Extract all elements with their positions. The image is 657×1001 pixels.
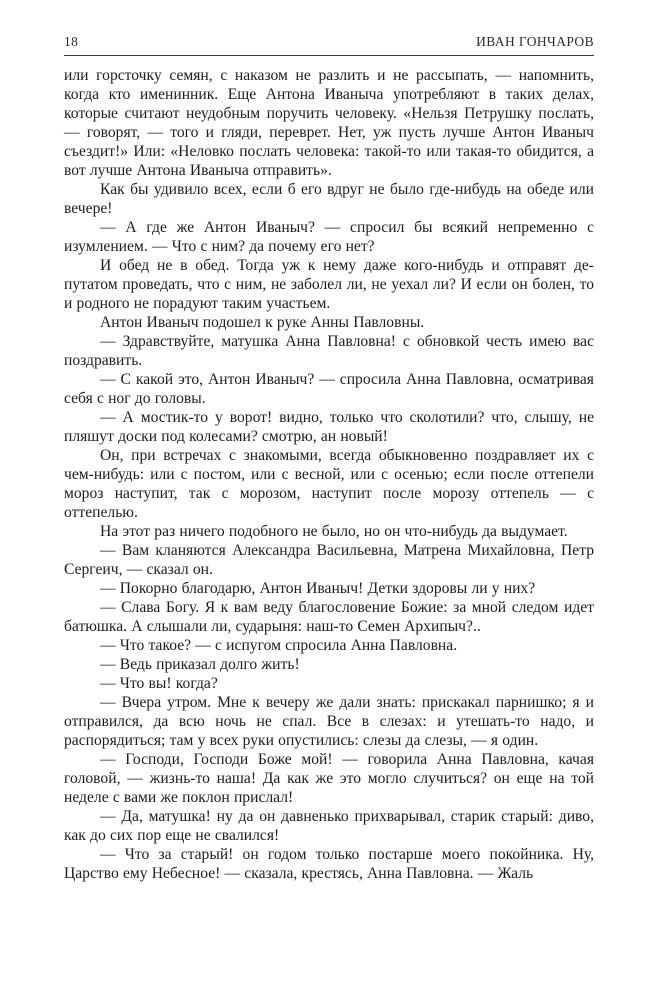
paragraph: — Вчера утром. Мне к вечеру же дали знать: прискакал парнишко; я и отправился, да всю ночь не спал. Все в слезах: и утешать-то надо, и распорядиться; там у всех руки опустились: слезы да слезы, — я один.: [64, 694, 594, 749]
paragraph: Он, при встречах с знакомыми, всегда обыкновенно поздравляет их с чем-нибудь: или с постом, или с весной, или с осенью; если после оттепели мороз наступит, так с морозом, наступит после морозу оттепель — с оттепелью.: [64, 447, 594, 521]
paragraph: — Вам кланяются Александра Васильевна, Матрена Михайловна, Петр Сергеич, — сказал он.: [64, 542, 594, 578]
paragraph: — Господи, Господи Боже мой! — говорила Анна Павловна, качая головой, — жизнь-то наша! Да как же это могло случиться? он еще на той неделе с вами же поклон прислал!: [64, 751, 594, 806]
paragraph: Как бы удивило всех, если б его вдруг не было где-нибудь на обеде или вечере!: [64, 181, 594, 217]
paragraph: или горсточку семян, с наказом не разлить и не рассыпать, — напомнить, когда кто именинник. Еще Антона Иваныча употребляют в таких делах, которые считают неудобным поручить человеку. «Нельзя Петрушку послать, — говорят, — того и гляди, переврет. Нет, уж пусть лучше Антон Иваныч съездит!» Или: «Неловко послать человека: такой-то или такая-то обидится, а вот лучше Антона Иваныча отправить».: [64, 67, 594, 179]
paragraph: — Слава Богу. Я к вам веду благословение Божие: за мной следом идет батюшка. А слышали ли, сударыня: наш-то Семен Архипыч?..: [64, 599, 594, 635]
paragraph: — Здравствуйте, матушка Анна Павловна! с обновкой честь имею вас поздравить.: [64, 333, 594, 369]
paragraph: — Ведь приказал долго жить!: [100, 656, 300, 673]
paragraph: — С какой это, Антон Иваныч? — спросила Анна Павловна, осматривая себя с ног до головы.: [64, 371, 594, 407]
paragraph: — Что такое? — с испугом спросила Анна Павловна.: [100, 637, 458, 654]
paragraph: — Что вы! когда?: [100, 675, 218, 692]
text-block: [64, 66, 594, 883]
paragraph: — А где же Антон Иваныч? — спросил бы всякий непременно с изумлением. — Что с ним? да почему его нет?: [64, 219, 594, 255]
paragraph: — Что за старый! он годом только постарше моего покойника. Ну, Царство ему Небесное! — сказала, крестясь, Анна Павловна. — Жаль: [64, 846, 594, 882]
running-title: ИВАН ГОНЧАРОВ: [476, 34, 594, 49]
page-number: 18: [64, 34, 79, 49]
page-header: [64, 34, 594, 56]
paragraph: И обед не в обед. Тогда уж к нему даже кого-нибудь и отправят депутатом проведать, что с ним, не заболел ли, не уехал ли? И если он болен, то и родного не порадуют таким участьем.: [64, 257, 594, 312]
paragraph: — Да, матушка! ну да он давненько прихварывал, старик старый: диво, как до сих пор еще не свалился!: [64, 808, 594, 844]
paragraph: — Покорно благодарю, Антон Иваныч! Детки здоровы ли у них?: [100, 580, 536, 597]
paragraph: На этот раз ничего подобного не было, но он что-нибудь да выдумает.: [100, 523, 568, 540]
paragraph: — А мостик-то у ворот! видно, только что сколотили? что, слышу, не пляшут доски под колесами? смотрю, ан новый!: [64, 409, 594, 445]
paragraph: Антон Иваныч подошел к руке Анны Павловны.: [100, 314, 425, 331]
